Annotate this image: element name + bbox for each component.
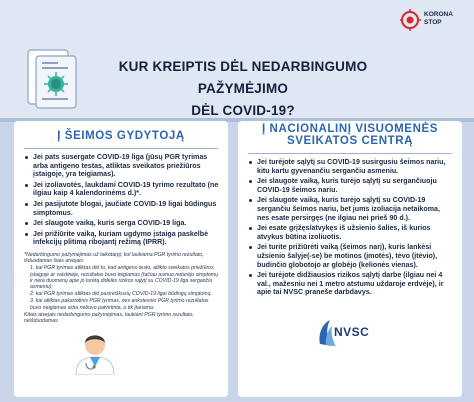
nvsc-title <box>238 121 462 147</box>
title-rule <box>248 153 452 154</box>
title-line-1: KUR KREIPTIS DĖL NEDARBINGUMO PAŽYMĖJIMO <box>118 59 368 96</box>
list-item: Jei turėjote sąlytį su COVID-19 susirgusiu šeimos nariu, kitu kartu gyvenančiu sergančiu asmeniu. <box>248 158 454 175</box>
nvsc-card <box>238 121 462 397</box>
bottom-band <box>0 397 474 402</box>
title-line-2: DĖL COVID-19? <box>191 103 295 118</box>
family-doctor-title: Į ŠEIMOS GYDYTOJĄ <box>57 130 185 142</box>
list-item: Jei slaugote vaiką, kuris turėjo sąlytį su sergančiuoju COVID-19 šeimos nariu. <box>248 177 454 194</box>
korona-stop-logo-text: KORONA STOP <box>424 11 453 26</box>
list-item: Jei slaugote vaiką, kuris serga COVID-19 liga. <box>24 219 220 228</box>
list-item: Jei izoliavotės, laukdami COVID-19 tyrimo rezultato (ne ilgiau kaip 4 kalendorinėms d.)*. <box>24 181 220 198</box>
footnote-closing: Kitais atvejais nedarbingumo pažymėjimas, laukiant PGR tyrimo rezultato, neišduodamas. <box>24 311 194 324</box>
footnote-case: 2. kai PGR tyrimas atliktas dėl pasireiškusių COVID-19 ligai būdingų simptomų. <box>30 291 212 298</box>
footnote-intro: *Nedarbingumo pažymėjimas už laikotarpį, kol laukiama PGR tyrimo rezultato, išduodamas šiais atvejais: <box>24 251 204 265</box>
medical-document-icon <box>22 48 80 110</box>
title-rule <box>24 148 218 149</box>
list-item: Jei pats susergate COVID-19 liga (jūsų PGR tyrimas arba antigeno testas, atliktas sveikatos priežiūros įstaigoje, yra teigiamas). <box>24 153 220 179</box>
family-doctor-list <box>14 153 228 247</box>
list-item: Jei prižiūrite vaiką, kuriam ugdymo įstaiga paskelbė infekcijų plitimą ribojantį režimą (IPRR). <box>24 230 220 247</box>
nvsc-list <box>238 158 462 297</box>
page-title <box>98 56 388 122</box>
footnote-case: 3. kai atliktas pakartotinis PGR tyrimas, nes ankstesnio PGR tyrimo rezultatas buvo neigiamas arba nebuvo patvirtinta, o tik įtariama. <box>30 298 209 311</box>
doctor-illustration <box>72 327 118 375</box>
list-item: Jei turite prižiūrėti vaiką (šeimos narį), kuris lankėsi užsienio šalyje(-se) be motinos (įmotės), tėvo (įtėvio), budinčio globotojo ar globėjo (kelionės vienas). <box>248 243 454 269</box>
footnote-case: 1. kai PGR tyrimas atliktas dėl to, kad antigeno testo, atlikto sveikatos priežiūros įstaigoje ar vaistinėje, rezultatas buvo teigiamas (tačiau asmuo neturėjo simptomų ir nėra duomenų apie jo turėtą didelės rizikos sąlytį su COVID-19 liga sergančiu asmeniu); <box>30 265 218 291</box>
nvsc-title-line-1: Į NACIONALINĮ VISUOMENĖS <box>261 123 439 135</box>
footnote <box>14 249 228 324</box>
nvsc-title-line-2: SVEIKATOS CENTRĄ <box>286 135 414 147</box>
list-item: Jei esate grįžęs/atvykęs iš užsienio šalies, iš kurios atvykus būtina izoliuotis. <box>248 224 454 241</box>
header-band <box>0 0 474 118</box>
list-item: Jei turėjote didžiausios rizikos sąlytį darbe (ilgiau nei 4 val., mažesniu nei 1 metro atstumu uždaroje erdvėje), ir apie tai NVSC praneše darbdavys. <box>248 271 454 297</box>
nvsc-logo-text: NVSC <box>334 325 370 339</box>
family-doctor-card <box>14 121 228 397</box>
list-item: Jei slaugote vaiką, kuris turėjo sąlytį su COVID-19 sergančiu šeimos nariu, bet jums izoliacija netaikoma, nes esate persirgęs (ne ilgiau nei prieš 90 d.). <box>248 196 454 222</box>
list-item: Jei pasijutote blogai, jaučiate COVID-19 ligai būdingus simptomus. <box>24 200 220 217</box>
